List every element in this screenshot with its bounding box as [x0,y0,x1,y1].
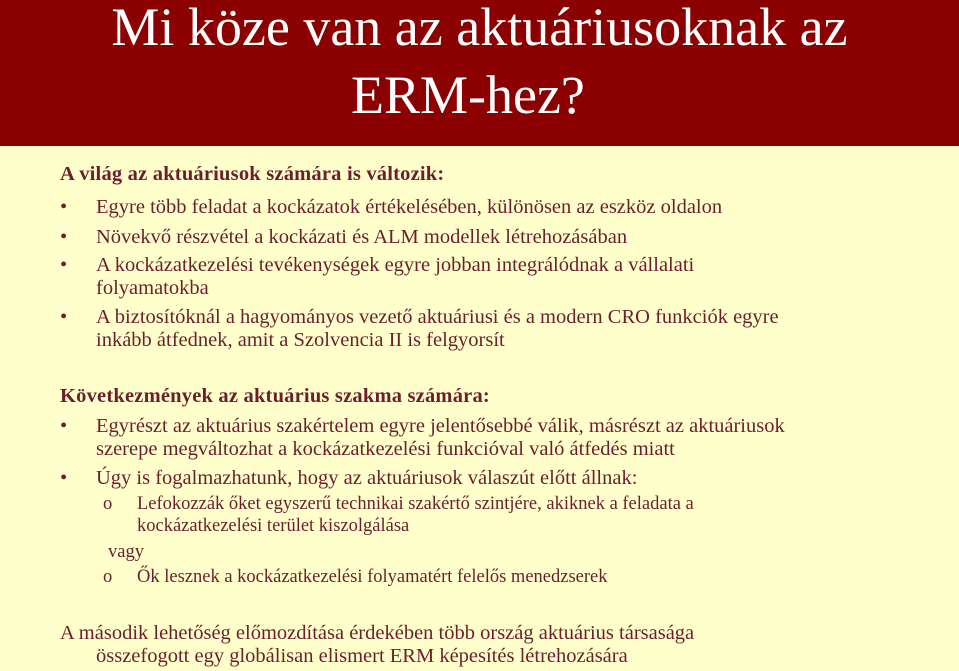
slide-title-line-1: Mi köze van az aktuáriusoknak az [111,0,848,57]
section-1-item-1: Egyre több feladat a kockázatok értékelésében, különösen az eszköz oldalon [96,196,723,218]
closing-line-2: összefogott egy globálisan elismert ERM képesítés létrehozására [96,645,628,667]
closing-line-1: A második lehetőség előmozdítása érdekében több ország aktuárius társasága [60,622,695,644]
slide-title-line-2: ERM-hez? [351,65,585,125]
sub-item-2: Ők lesznek a kockázatkezelési folyamatért felelős menedzserek [137,567,608,587]
sub-bullet-icon: o [103,494,113,514]
bullet-icon: • [60,467,68,489]
section-1-item-3-line-2: folyamatokba [96,277,209,299]
bullet-icon: • [60,196,68,218]
sub-item-1-line-1: Lefokozzák őket egyszerű technikai szakértő szintjére, akiknek a feladata a [137,494,694,514]
sub-item-1-line-2: kockázatkezelési terület kiszolgálása [137,516,410,536]
separator-text: vagy [108,542,144,562]
section-1-item-4-line-1: A biztosítóknál a hagyományos vezető aktuáriusi és a modern CRO funkciók egyre [96,306,779,328]
section-1-heading: A világ az aktuáriusok számára is változik: [60,163,445,185]
bullet-icon: • [60,254,68,276]
bullet-icon: • [60,306,68,328]
bullet-icon: • [60,415,68,437]
section-1-item-2: Növekvő részvétel a kockázati és ALM modellek létrehozásában [96,226,628,248]
section-2-item-2: Úgy is fogalmazhatunk, hogy az aktuáriusok válaszút előtt állnak: [96,467,638,489]
title-band [0,0,959,146]
sub-bullet-icon: o [103,567,113,587]
section-2-heading: Következmények az aktuárius szakma számára: [60,385,490,407]
section-1-item-4-line-2: inkább átfednek, amit a Szolvencia II is felgyorsít [96,329,505,351]
section-2-item-1-line-1: Egyrészt az aktuárius szakértelem egyre jelentősebbé válik, másrészt az aktuáriusok [96,415,785,437]
section-2-item-1-line-2: szerepe megváltozhat a kockázatkezelési funkcióval való átfedés miatt [96,438,675,460]
bullet-icon: • [60,226,68,248]
section-1-item-3-line-1: A kockázatkezelési tevékenységek egyre jobban integrálódnak a vállalati [96,254,695,276]
